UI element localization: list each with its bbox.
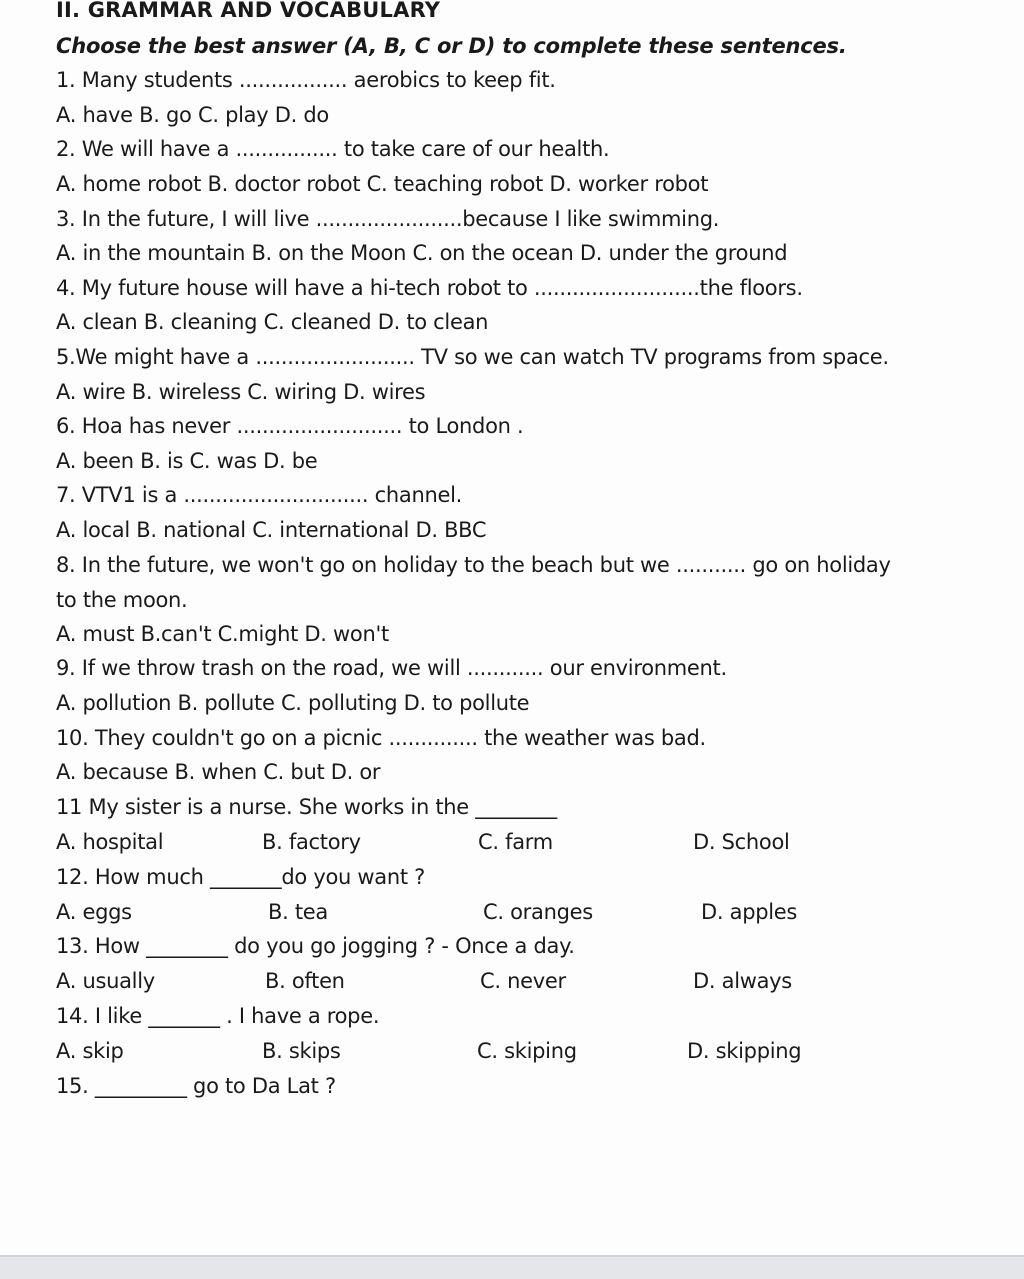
question-14-option-c: C. skiping: [477, 1039, 577, 1063]
question-10-options: A. because B. when C. but D. or: [56, 760, 381, 784]
question-1-options: A. have B. go C. play D. do: [56, 103, 329, 127]
question-6-options: A. been B. is C. was D. be: [56, 449, 318, 473]
question-3-stem: 3. In the future, I will live .......................because I like swimming.: [56, 207, 720, 231]
question-3-options: A. in the mountain B. on the Moon C. on the ocean D. under the ground: [56, 241, 788, 265]
question-14-option-a: A. skip: [56, 1039, 124, 1063]
question-8-options: A. must B.can't C.might D. won't: [56, 622, 389, 646]
question-12-option-d: D. apples: [701, 900, 798, 924]
question-7-options: A. local B. national C. international D. BBC: [56, 518, 487, 542]
question-15-stem: 15. _________ go to Da Lat ?: [56, 1074, 336, 1098]
question-14-stem: 14. I like _______ . I have a rope.: [56, 1004, 380, 1028]
question-13-option-c: C. never: [480, 969, 566, 993]
question-9-options: A. pollution B. pollute C. polluting D. to pollute: [56, 691, 530, 715]
question-13-option-b: B. often: [265, 969, 345, 993]
question-12-option-a: A. eggs: [56, 900, 132, 924]
question-6-stem: 6. Hoa has never .......................... to London .: [56, 414, 524, 438]
question-11-option-b: B. factory: [262, 830, 361, 854]
question-8-stem: 8. In the future, we won't go on holiday to the beach but we ........... go on holiday: [56, 553, 891, 577]
question-12-option-b: B. tea: [268, 900, 328, 924]
question-11-stem: 11 My sister is a nurse. She works in the ________: [56, 795, 557, 819]
question-11-option-c: C. farm: [478, 830, 553, 854]
question-4-stem: 4. My future house will have a hi-tech robot to ..........................the floors.: [56, 276, 803, 300]
bottom-edge-strip: [0, 1255, 1024, 1279]
question-11-option-a: A. hospital: [56, 830, 164, 854]
instruction-text: Choose the best answer (A, B, C or D) to complete these sentences.: [56, 34, 847, 58]
question-13-stem: 13. How ________ do you go jogging ? - Once a day.: [56, 934, 575, 958]
question-12-option-c: C. oranges: [483, 900, 593, 924]
question-14-option-b: B. skips: [262, 1039, 341, 1063]
question-14-option-d: D. skipping: [687, 1039, 802, 1063]
section-title: II. GRAMMAR AND VOCABULARY: [56, 0, 441, 22]
question-9-stem: 9. If we throw trash on the road, we will ............ our environment.: [56, 656, 727, 680]
question-13-option-d: D. always: [693, 969, 792, 993]
question-2-stem: 2. We will have a ................ to take care of our health.: [56, 137, 610, 161]
question-13-option-a: A. usually: [56, 969, 155, 993]
question-4-options: A. clean B. cleaning C. cleaned D. to clean: [56, 310, 489, 334]
question-5-options: A. wire B. wireless C. wiring D. wires: [56, 380, 426, 404]
question-8-stem-continued: to the moon.: [56, 588, 188, 612]
question-5-stem: 5.We might have a ......................... TV so we can watch TV programs from space.: [56, 345, 889, 369]
question-1-stem: 1. Many students ................. aerobics to keep fit.: [56, 68, 556, 92]
question-7-stem: 7. VTV1 is a ............................. channel.: [56, 483, 463, 507]
question-11-option-d: D. School: [693, 830, 790, 854]
question-10-stem: 10. They couldn't go on a picnic .............. the weather was bad.: [56, 726, 706, 750]
question-2-options: A. home robot B. doctor robot C. teaching robot D. worker robot: [56, 172, 709, 196]
question-12-stem: 12. How much _______do you want ?: [56, 865, 425, 889]
